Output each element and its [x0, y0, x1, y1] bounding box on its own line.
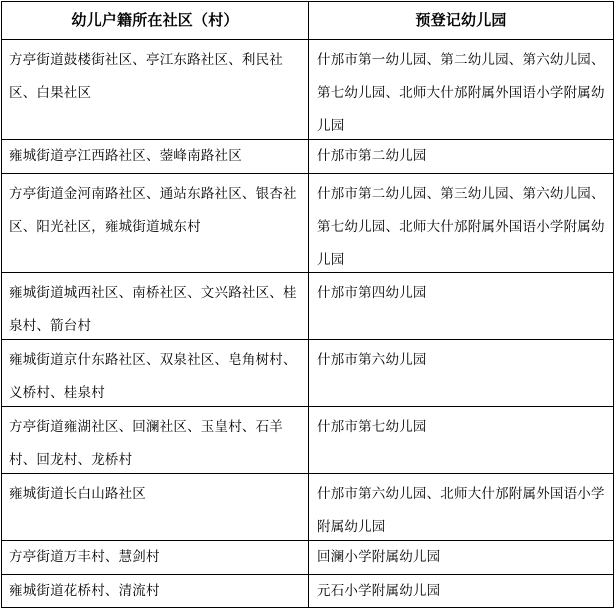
table-row — [2, 39, 613, 139]
community-cell: 雍城街道京什东路社区、双泉社区、皂角树村、义桥村、桂泉村 — [9, 352, 297, 401]
community-cell: 雍城街道长白山路社区 — [9, 486, 146, 502]
kindergarten-cell: 什邡市第二幼儿园、第三幼儿园、第六幼儿园、第七幼儿园、北师大什邡附属外国语小学附属幼儿园 — [317, 186, 605, 268]
kindergarten-cell: 什邡市第六幼儿园 — [317, 352, 427, 368]
kindergarten-registration-table — [1, 1, 614, 608]
table-row — [2, 540, 613, 574]
community-cell: 雍城街道花桥村、清流村 — [9, 583, 160, 599]
kindergarten-cell: 什邡市第四幼儿园 — [317, 285, 427, 301]
community-cell: 方亭街道万丰村、慧剑村 — [9, 549, 160, 565]
header-kindergarten: 预登记幼儿园 — [415, 11, 507, 29]
table-row — [2, 473, 613, 540]
table-row — [2, 139, 613, 173]
table-header-row — [2, 2, 613, 39]
community-cell: 方亭街道雍湖社区、回澜社区、玉皇村、石羊村、回龙村、龙桥村 — [9, 419, 283, 468]
table-row — [2, 339, 613, 406]
community-cell: 雍城街道城西社区、南桥社区、文兴路社区、桂泉村、箭台村 — [9, 285, 297, 334]
header-community: 幼儿户籍所在社区（村） — [71, 11, 239, 29]
kindergarten-cell: 什邡市第六幼儿园、北师大什邡附属外国语小学附属幼儿园 — [317, 486, 605, 535]
table-row — [2, 574, 613, 607]
kindergarten-cell: 什邡市第七幼儿园 — [317, 419, 427, 435]
community-cell: 方亭街道鼓楼街社区、亭江东路社区、利民社区、白果社区 — [9, 52, 283, 101]
table-row — [2, 173, 613, 272]
table-row — [2, 272, 613, 339]
kindergarten-cell: 什邡市第二幼儿园 — [317, 148, 427, 164]
table-row — [2, 406, 613, 473]
community-cell: 雍城街道亭江西路社区、蓥峰南路社区 — [9, 148, 242, 164]
kindergarten-cell: 回澜小学附属幼儿园 — [317, 549, 441, 565]
kindergarten-cell: 什邡市第一幼儿园、第二幼儿园、第六幼儿园、第七幼儿园、北师大什邡附属外国语小学附属幼儿园 — [317, 52, 605, 134]
community-cell: 方亭街道金河南路社区、通站东路社区、银杏社区、阳光社区，雍城街道城东村 — [9, 186, 297, 235]
kindergarten-cell: 元石小学附属幼儿园 — [317, 583, 441, 599]
